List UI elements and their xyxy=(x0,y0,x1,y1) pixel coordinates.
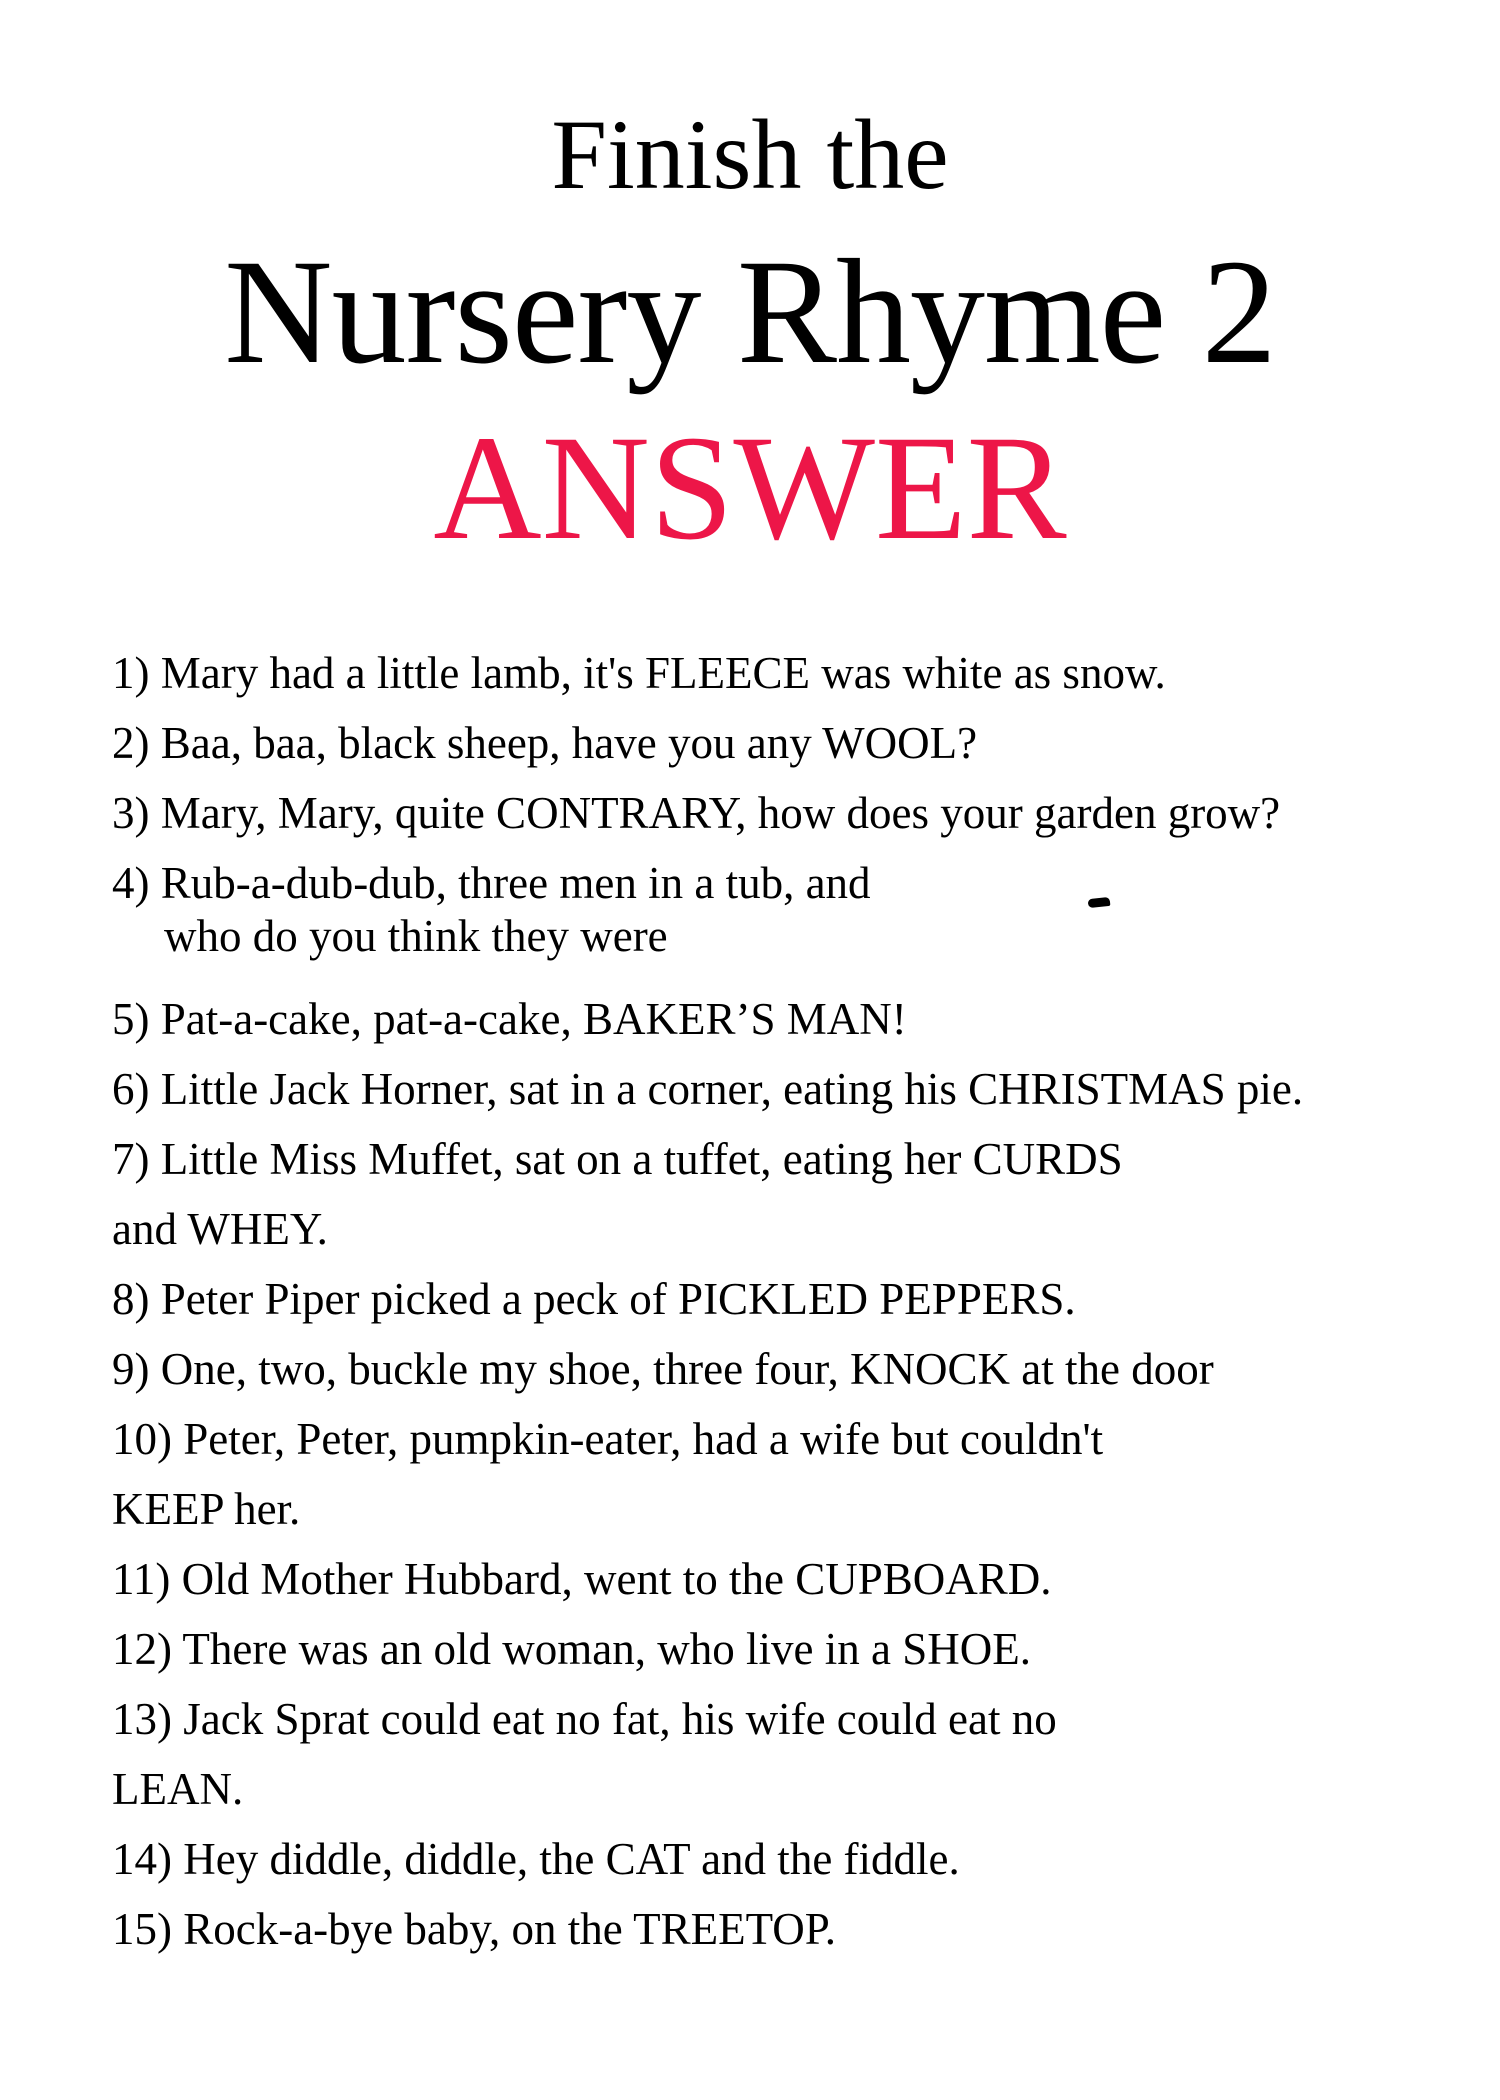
answer-line-1: 1) Mary had a little lamb, it's FLEECE was white as snow. xyxy=(112,648,1166,698)
answer-line-10: 10) Peter, Peter, pumpkin-eater, had a wife but couldn't xyxy=(112,1414,1104,1464)
answer-line-11: 11) Old Mother Hubbard, went to the CUPBOARD. xyxy=(112,1554,1052,1604)
answer-line-7: 7) Little Miss Muffet, sat on a tuffet, eating her CURDS xyxy=(112,1134,1123,1184)
answer-line-13: 13) Jack Sprat could eat no fat, his wife could eat no xyxy=(112,1694,1057,1744)
answer-line-3: 3) Mary, Mary, quite CONTRARY, how does your garden grow? xyxy=(112,788,1281,838)
answer-line-4-continued: who do you think they were xyxy=(164,911,668,961)
answer-heading: ANSWER xyxy=(433,405,1067,571)
answer-line-7-continued: and WHEY. xyxy=(112,1204,328,1254)
answer-line-4: 4) Rub-a-dub-dub, three men in a tub, and xyxy=(112,858,871,908)
answer-line-14: 14) Hey diddle, diddle, the CAT and the fiddle. xyxy=(112,1834,960,1884)
answer-line-15: 15) Rock-a-bye baby, on the TREETOP. xyxy=(112,1904,837,1954)
answer-line-2: 2) Baa, baa, black sheep, have you any WOOL? xyxy=(112,718,978,768)
answer-line-13-continued: LEAN. xyxy=(112,1764,244,1814)
answer-line-5: 5) Pat-a-cake, pat-a-cake, BAKER’S MAN! xyxy=(112,994,907,1044)
answer-line-6: 6) Little Jack Horner, sat in a corner, eating his CHRISTMAS pie. xyxy=(112,1064,1304,1114)
answer-line-10-continued: KEEP her. xyxy=(112,1484,301,1534)
answers-list xyxy=(112,638,1460,1964)
answer-line-8: 8) Peter Piper picked a peck of PICKLED PEPPERS. xyxy=(112,1274,1076,1324)
page-title: Nursery Rhyme 2 xyxy=(224,229,1276,395)
answer-line-9: 9) One, two, buckle my shoe, three four, KNOCK at the door xyxy=(112,1344,1214,1394)
answer-line-12: 12) There was an old woman, who live in a SHOE. xyxy=(112,1624,1031,1674)
pretitle: Finish the xyxy=(551,99,949,210)
